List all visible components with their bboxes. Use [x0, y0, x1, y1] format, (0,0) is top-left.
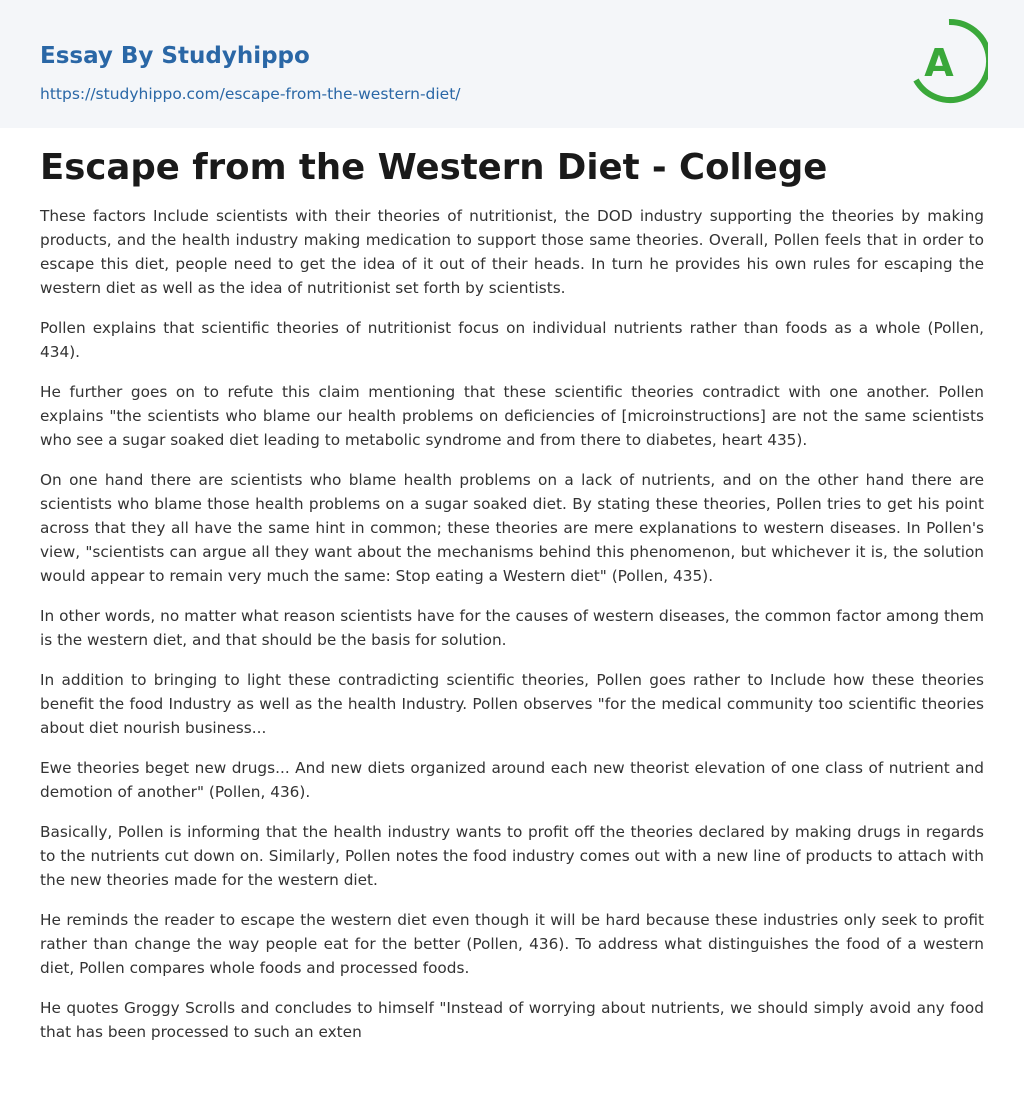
paragraph: These factors Include scientists with their theories of nutritionist, the DOD industry supporting the theories by making products, and the health industry making medication to support those same theories. Overall, Pollen feels that in order to escape this diet, people need to get the idea of it out of their heads. In turn he provides his own rules for escaping the western diet as well as the idea of nutritionist set forth by scientists.: [40, 207, 984, 297]
paragraph: Ewe theories beget new drugs... And new diets organized around each new theorist elevation of one class of nutrient and demotion of another" (Pollen, 436).: [40, 759, 984, 801]
article: [40, 144, 984, 1044]
essay-url-link[interactable]: https://studyhippo.com/escape-from-the-western-diet/: [40, 85, 461, 103]
paragraph: On one hand there are scientists who blame health problems on a lack of nutrients, and on the other hand there are scientists who blame those health problems on a sugar soaked diet. By stating these theories, Pollen tries to get his point across that they all have the same hint in common; these theories are mere explanations to western diseases. In Pollen's view, "scientists can argue all they want about the mechanisms behind this phenomenon, but whichever it is, the solution would appear to remain very much the same: Stop eating a Western diet" (Pollen, 435).: [40, 471, 984, 585]
page-header: [0, 0, 1024, 128]
paragraph: He reminds the reader to escape the western diet even though it will be hard because these industries only seek to profit rather than change the way people eat for the better (Pollen, 436). To address what distinguishes the food of a western diet, Pollen compares whole foods and processed foods.: [40, 911, 984, 977]
paragraph: He further goes on to refute this claim mentioning that these scientific theories contradict with one another. Pollen explains "the scientists who blame our health problems on deficiencies of [microinstructions] are not the same scientists who see a sugar soaked diet leading to metabolic syndrome and from there to diabetes, heart 435).: [40, 383, 984, 449]
paragraph: Pollen explains that scientific theories of nutritionist focus on individual nutrients rather than foods as a whole (Pollen, 434).: [40, 319, 984, 361]
paragraph: Basically, Pollen is informing that the health industry wants to profit off the theories declared by making drugs in regards to the nutrients cut down on. Similarly, Pollen notes the food industry comes out with a new line of products to attach with the new theories made for the western diet.: [40, 823, 984, 889]
paragraph: In other words, no matter what reason scientists have for the causes of western diseases, the common factor among them is the western diet, and that should be the basis for solution.: [40, 607, 984, 649]
page-title: Escape from the Western Diet - College: [40, 147, 828, 188]
logo-icon[interactable]: [910, 18, 988, 106]
logo-letter: A: [924, 41, 954, 85]
paragraph: In addition to bringing to light these contradicting scientific theories, Pollen goes rather to Include how these theories benefit the food Industry as well as the health Industry. Pollen observes "for the medical community too scientific theories about diet nourish business...: [40, 671, 984, 737]
site-brand[interactable]: Essay By Studyhippo: [40, 43, 310, 69]
paragraph: He quotes Groggy Scrolls and concludes to himself "Instead of worrying about nutrients, we should simply avoid any food that has been processed to such an exten: [40, 999, 984, 1041]
